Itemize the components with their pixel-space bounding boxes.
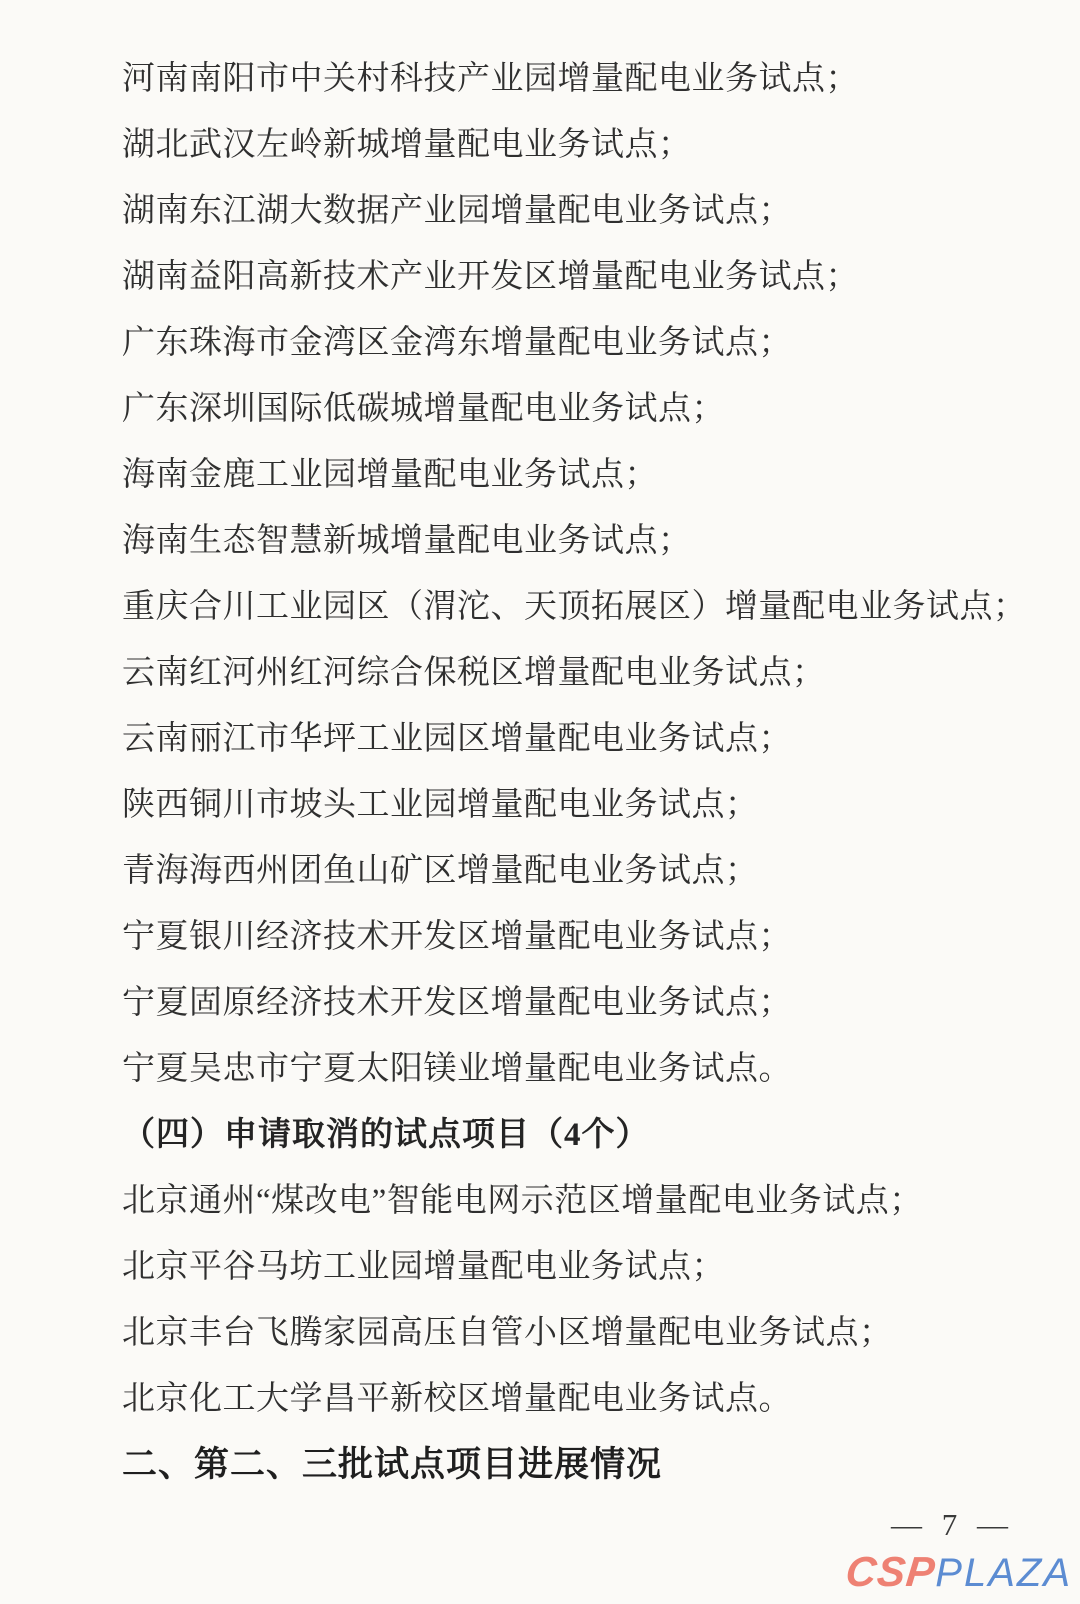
document-line: 北京化工大学昌平新校区增量配电业务试点。 xyxy=(122,1381,792,1417)
document-line: 海南金鹿工业园增量配电业务试点； xyxy=(122,457,658,493)
section-heading: 二、第二、三批试点项目进展情况 xyxy=(122,1445,663,1484)
document-line: 北京丰台飞腾家园高压自管小区增量配电业务试点； xyxy=(122,1315,893,1351)
document-line: 北京通州“煤改电”智能电网示范区增量配电业务试点； xyxy=(122,1183,923,1219)
document-line: 北京平谷马坊工业园增量配电业务试点； xyxy=(122,1249,725,1285)
document-line: 陕西铜川市坡头工业园增量配电业务试点； xyxy=(122,787,759,823)
document-line: 重庆合川工业园区（渭沱、天顶拓展区）增量配电业务试点； xyxy=(122,589,1027,625)
document-line: 宁夏吴忠市宁夏太阳镁业增量配电业务试点。 xyxy=(122,1051,792,1087)
document-line: 青海海西州团鱼山矿区增量配电业务试点； xyxy=(122,853,759,889)
document-line: 云南红河州红河综合保税区增量配电业务试点； xyxy=(122,655,826,691)
document-line: 河南南阳市中关村科技产业园增量配电业务试点； xyxy=(122,61,859,97)
document-line: 湖北武汉左岭新城增量配电业务试点； xyxy=(122,127,692,163)
subsection-heading: （四）申请取消的试点项目（4个） xyxy=(122,1117,650,1153)
document-body xyxy=(122,46,1040,1498)
cspplaza-logo xyxy=(843,1548,1072,1604)
document-line: 广东深圳国际低碳城增量配电业务试点； xyxy=(122,391,725,427)
page-number: — 7 — xyxy=(891,1507,1014,1542)
document-line: 湖南东江湖大数据产业园增量配电业务试点； xyxy=(122,193,792,229)
document-line: 宁夏银川经济技术开发区增量配电业务试点； xyxy=(122,919,792,955)
logo-plaza-text: PLAZA xyxy=(935,1551,1072,1595)
document-line: 海南生态智慧新城增量配电业务试点； xyxy=(122,523,692,559)
document-line: 云南丽江市华坪工业园区增量配电业务试点； xyxy=(122,721,792,757)
document-line: 广东珠海市金湾区金湾东增量配电业务试点； xyxy=(122,325,792,361)
logo-csp-text: CSP xyxy=(843,1548,938,1595)
document-line: 湖南益阳高新技术产业开发区增量配电业务试点； xyxy=(122,259,859,295)
document-line: 宁夏固原经济技术开发区增量配电业务试点； xyxy=(122,985,792,1021)
